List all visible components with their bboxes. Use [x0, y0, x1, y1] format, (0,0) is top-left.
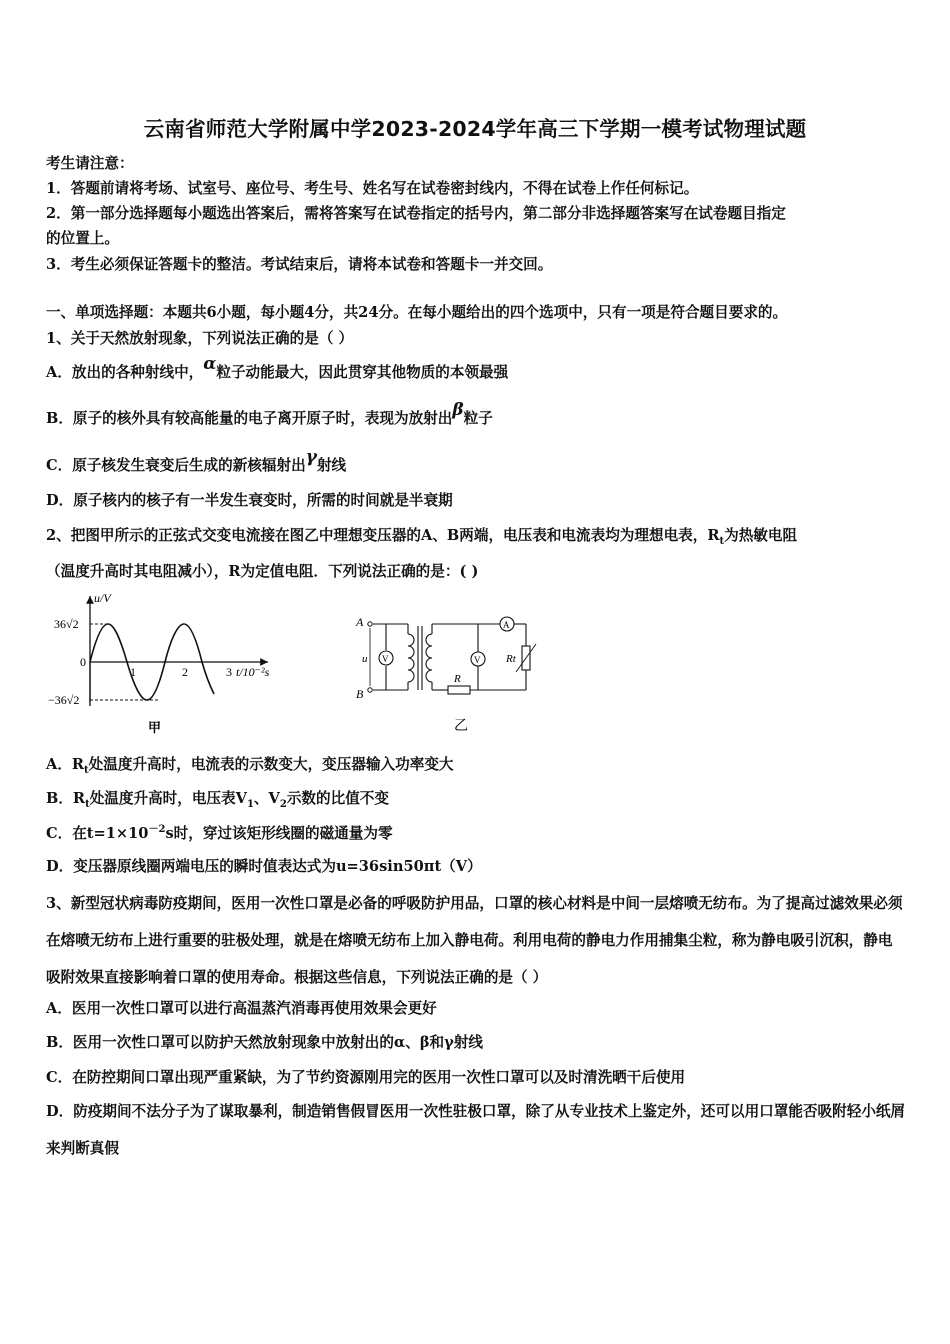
circuit-caption: 乙	[454, 719, 468, 734]
notice-item-2: 2．第一部分选择题每小题选出答案后，需将答案写在试卷指定的括号内，第二部分非选择题答案写在试卷题目指定	[46, 205, 786, 222]
svg-text:V: V	[382, 654, 389, 664]
q2-stem: 2、把图甲所示的正弦式交变电流接在图乙中理想变压器的A、B两端，电压表和电流表均为理想电表，$R_t$为热敏电阻	[46, 527, 798, 547]
resistor-r-label: R	[454, 673, 461, 685]
sine-graph-figure	[44, 590, 294, 740]
q3-option-d: D．防疫期间不法分子为了谋取暴利，制造销售假冒医用一次性驻极口罩，除了从专业技术上鉴定外，还可以用口罩能否吸附轻小纸屑来判断真假	[46, 1103, 906, 1157]
y-axis-label: u/V	[94, 591, 111, 605]
svg-text:V: V	[474, 655, 481, 665]
notice-item-2-cont: 的位置上。	[46, 230, 119, 247]
q3-option-b: B．医用一次性口罩可以防护天然放射现象中放射出的α、β和γ射线	[46, 1034, 483, 1051]
q1-option-d: D．原子核内的核子有一半发生衰变时，所需的时间就是半衰期	[46, 492, 453, 509]
q3-stem: 3、新型冠状病毒防疫期间，医用一次性口罩是必备的呼吸防护用品，口罩的核心材料是中间一层熔喷无纺布。为了提高过滤效果必须在熔喷无纺布上进行重要的驻极处理，就是在熔喷无纺布上加入静电荷。利用电荷的静电力作用捕集尘粒，称为静电吸引沉积，静电吸附效果直接影响着口罩的使用寿命。根据这些信息，下列说法正确的是（ ）	[46, 895, 903, 986]
q1-option-c: C．原子核发生衰变后生成的新核辐射出γ射线	[46, 447, 347, 474]
x-axis-label: t/10⁻²s	[236, 665, 270, 679]
terminal-a-label: A	[356, 615, 364, 629]
notice-item-1: 1．答题前请将考场、试室号、座位号、考生号、姓名写在试卷密封线内，不得在试卷上作任何标记。	[46, 180, 699, 197]
origin-label: 0	[80, 655, 86, 669]
alpha-symbol: α	[203, 354, 217, 374]
notice-heading: 考生请注意：	[46, 155, 134, 172]
svg-text:A: A	[503, 620, 510, 630]
y-bottom-label: −36√2	[48, 693, 80, 707]
terminal-b-label: B	[356, 687, 364, 701]
resistor-r	[448, 686, 470, 694]
graph-caption: 甲	[148, 720, 162, 735]
secondary-coil	[426, 634, 432, 682]
q1-option-b: B．原子的核外具有较高能量的电子离开原子时，表现为放射出β粒子	[46, 400, 493, 427]
section-heading: 一、单项选择题：本题共6小题，每小题4分，共24分。在每小题给出的四个选项中，只有一项是符合题目要求的。	[46, 304, 788, 321]
q2-option-d: D．变压器原线圈两端电压的瞬时值表达式为u=36sin50πt（V）	[46, 858, 482, 875]
x-tick-2: 2	[182, 665, 188, 679]
q2-option-b: B．$R_t$处温度升高时，电压表$V_1$、$V_2$示数的比值不变	[46, 790, 389, 810]
thermistor-label: Rt	[506, 653, 516, 665]
input-voltage-label: u	[362, 653, 368, 665]
notice-item-3: 3．考生必须保证答题卡的整洁。考试结束后，请将本试卷和答题卡一并交回。	[46, 256, 553, 273]
exam-title: 云南省师范大学附属中学2023-2024学年高三下学期一模考试物理试题	[143, 117, 807, 141]
gamma-symbol: γ	[305, 447, 317, 467]
x-tick-1: 1	[130, 665, 136, 679]
x-tick-3: 3	[226, 665, 232, 679]
q3-option-a: A．医用一次性口罩可以进行高温蒸汽消毒再使用效果会更好	[46, 1000, 437, 1017]
primary-coil	[408, 634, 414, 682]
q2-option-c: C．在$t=1\times 10^{-2}s$时，穿过该矩形线圈的磁通量为零	[46, 824, 393, 842]
y-top-label: 36√2	[54, 617, 79, 631]
q2-stem-cont: （温度升高时其电阻减小），R为定值电阻．下列说法正确的是：( )	[46, 563, 479, 580]
transformer-circuit-figure	[348, 606, 548, 736]
beta-symbol: β	[452, 400, 464, 420]
q1-option-a: A．放出的各种射线中，α粒子动能最大，因此贯穿其他物质的本领最强	[46, 354, 509, 381]
q2-option-a: A．$R_t$处温度升高时，电流表的示数变大，变压器输入功率变大	[46, 756, 454, 776]
q1-stem: 1、关于天然放射现象，下列说法正确的是（ ）	[46, 330, 354, 347]
q3-option-c: C．在防控期间口罩出现严重紧缺，为了节约资源刚用完的医用一次性口罩可以及时清洗晒干后使用	[46, 1069, 686, 1086]
